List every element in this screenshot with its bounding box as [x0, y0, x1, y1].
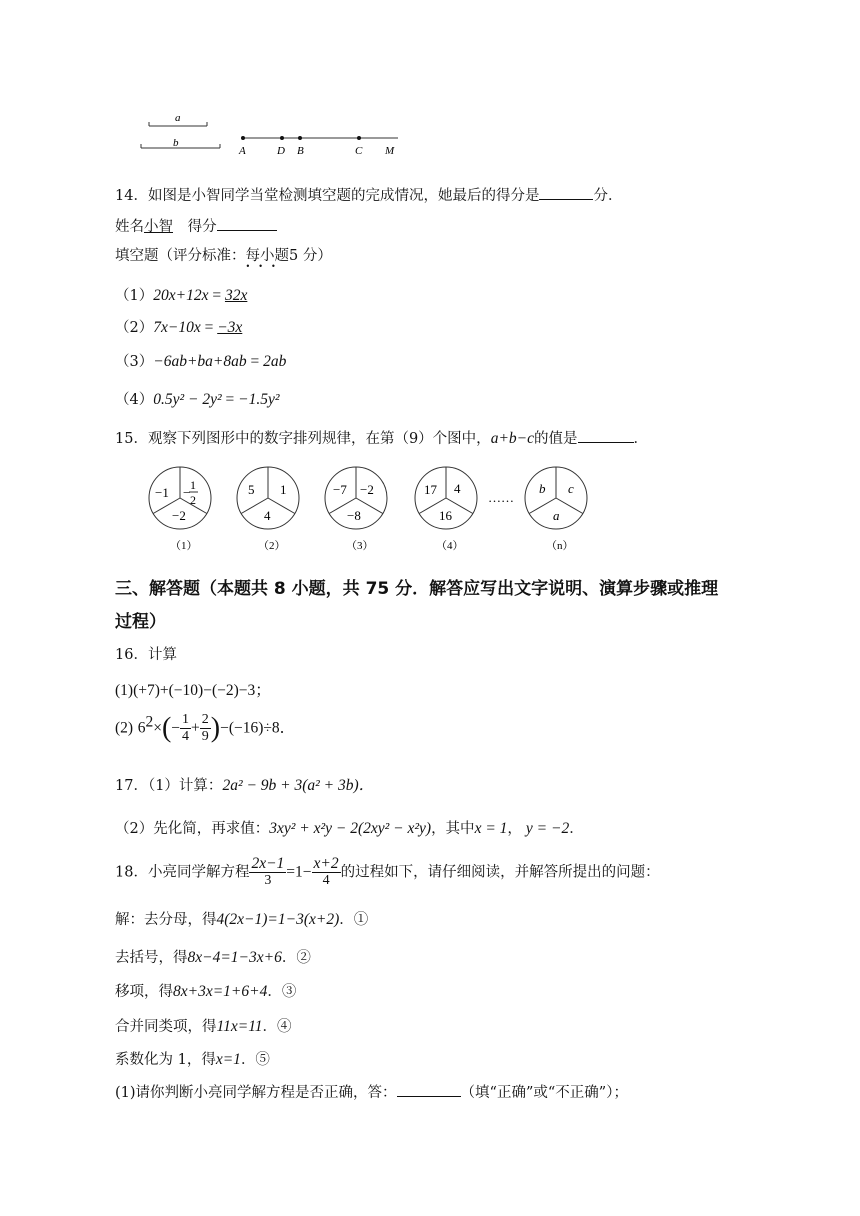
circle-1-right-den: 2: [190, 493, 196, 507]
q17-part2-expr: 3xy² + x²y − 2(2xy² − x²y): [269, 820, 432, 837]
q18-step-2: 去括号，得8x−4=1−3x+6．②: [115, 949, 311, 966]
q18-step-4: 合并同类项，得11x=11．④: [115, 1018, 292, 1035]
q14-name-row: [115, 215, 277, 236]
circle-n-left: b: [539, 481, 546, 496]
circle-3-left: −7: [333, 482, 347, 497]
point-a: A: [239, 145, 246, 157]
q15-question: 15．观察下列图形中的数字排列规律，在第（9）个图中，a+b−c的值是 ．: [115, 430, 648, 447]
circle-1-caption: （1）: [170, 540, 198, 552]
circle-4-right: 4: [454, 481, 461, 496]
circle-3: [325, 467, 387, 552]
circle-1-right-sign: −: [183, 485, 191, 500]
q14-answer-blank[interactable]: [539, 185, 593, 200]
circle-1-bottom: −2: [172, 508, 186, 523]
q15-expr: a+b−c: [490, 430, 534, 447]
segment-b-label: b: [173, 137, 179, 149]
q18-question-1: (1)请你判断小亮同学解方程是否正确，答： （填“正确”或“不正确”）；: [115, 1081, 628, 1102]
q15-circles-figure: [140, 458, 610, 558]
fraction-x+2-over-4: $\frac{x+2}{4}$: [313, 855, 339, 888]
circle-4: [415, 467, 477, 552]
circle-4-caption: （4）: [436, 540, 464, 552]
circle-3-caption: （3）: [346, 540, 374, 552]
circle-2: [237, 467, 299, 552]
point-c: C: [355, 145, 363, 157]
circle-n: [525, 467, 587, 552]
q14-item-3: （3）−6ab+ba+8ab = 2ab: [115, 353, 287, 370]
section-3-title-line2: 过程）: [115, 612, 166, 632]
q18-step-1: 解：去分母，得4(2x−1)=1−3(x+2)．①: [115, 911, 369, 928]
segment-a-label: a: [175, 112, 181, 124]
point-m: M: [385, 145, 395, 157]
q17-part1: 17．（1）计算：2a² − 9b + 3(a² + 3b)．: [115, 777, 375, 794]
q17-part2: （2）先化简，再求值：3xy² + x²y − 2(2xy² − x²y)，其中x = 1， y = −2．: [115, 820, 584, 837]
q14-unit: 分．: [593, 188, 623, 204]
q18-intro: 18．小亮同学解方程 $\frac{2x-1}{3}$ =1− $\frac{x+2}{4}$ 的过程如下，请仔细阅读，并解答所提出的问题：: [115, 855, 660, 888]
circle-2-caption: （2）: [258, 540, 286, 552]
q14-section-intro: [115, 244, 332, 271]
circle-3-right: −2: [360, 482, 374, 497]
q14-item-4: （4）0.5y² − 2y² = −1.5y²: [115, 391, 280, 408]
q18-step-3: 移项，得8x+3x=1+6+4．③: [115, 983, 297, 1000]
q18-step-5: 系数化为 1，得x=1．⑤: [115, 1051, 270, 1068]
circle-2-bottom: 4: [264, 508, 271, 523]
q15-answer-blank[interactable]: [578, 428, 634, 443]
circle-n-caption: （n）: [546, 540, 574, 552]
q16-part2: (2) $6^2\times(-$ $\frac{1}{4}$ + $\frac{2}{9}$ )−(−16)÷8．: [115, 712, 296, 744]
q16-part1: (1)(+7)+(−10)−(−2)−3；: [115, 682, 271, 699]
score-label: 得分: [187, 219, 217, 235]
point-b: B: [297, 145, 304, 157]
fraction-1-4: $\frac{1}{4}$: [182, 712, 190, 744]
circle-2-left: 5: [248, 482, 255, 497]
q14-item-1: （1）20x+12x = 32x: [115, 287, 248, 304]
q15-text: 15．观察下列图形中的数字排列规律，在第（9）个图中，: [115, 431, 491, 447]
q17-part1-expr: 2a² − 9b + 3(a² + 3b)．: [222, 777, 375, 794]
name-label: 姓名: [115, 219, 144, 235]
fraction-2x-1-over-3: $\frac{2x-1}{3}$: [251, 855, 285, 888]
q14-question: [115, 184, 622, 205]
section-end-text: 5 分）: [289, 248, 332, 264]
q15-text-end: 的值是: [534, 431, 578, 447]
point-d: D: [277, 145, 285, 157]
q16-title: 16．计算: [115, 647, 177, 663]
section-intro-text: 填空题（评分标准：: [115, 248, 246, 264]
circle-1: [149, 467, 211, 552]
q14-item-2: （2）7x−10x = −3x: [115, 319, 243, 336]
circle-1-left: −1: [155, 485, 169, 500]
q14-text: 14．如图是小智同学当堂检测填空题的完成情况，她最后的得分是: [115, 188, 540, 204]
circle-1-right-num: 1: [190, 478, 196, 492]
q16-part1-expr: (+7)+(−10)−(−2)−3；: [133, 682, 271, 699]
circle-2-right: 1: [280, 482, 287, 497]
circles-ellipsis: ……: [488, 490, 514, 505]
circle-n-right: c: [568, 481, 574, 496]
score-blank[interactable]: [217, 216, 277, 231]
name-value: 小智: [144, 219, 173, 235]
circle-4-left: 17: [424, 482, 437, 497]
segment-figure: [135, 108, 415, 158]
section-emphasis: 每小题 •••: [245, 248, 289, 271]
q18-answer-blank[interactable]: [397, 1082, 461, 1097]
circle-4-bottom: 16: [439, 508, 452, 523]
fraction-2-9: $\frac{2}{9}$: [201, 712, 209, 744]
circle-3-bottom: −8: [347, 508, 361, 523]
circle-n-bottom: a: [553, 508, 560, 523]
section-3-title-line1: 三、解答题（本题共 8 小题，共 75 分．解答应写出文字说明、演算步骤或推理: [115, 579, 719, 599]
